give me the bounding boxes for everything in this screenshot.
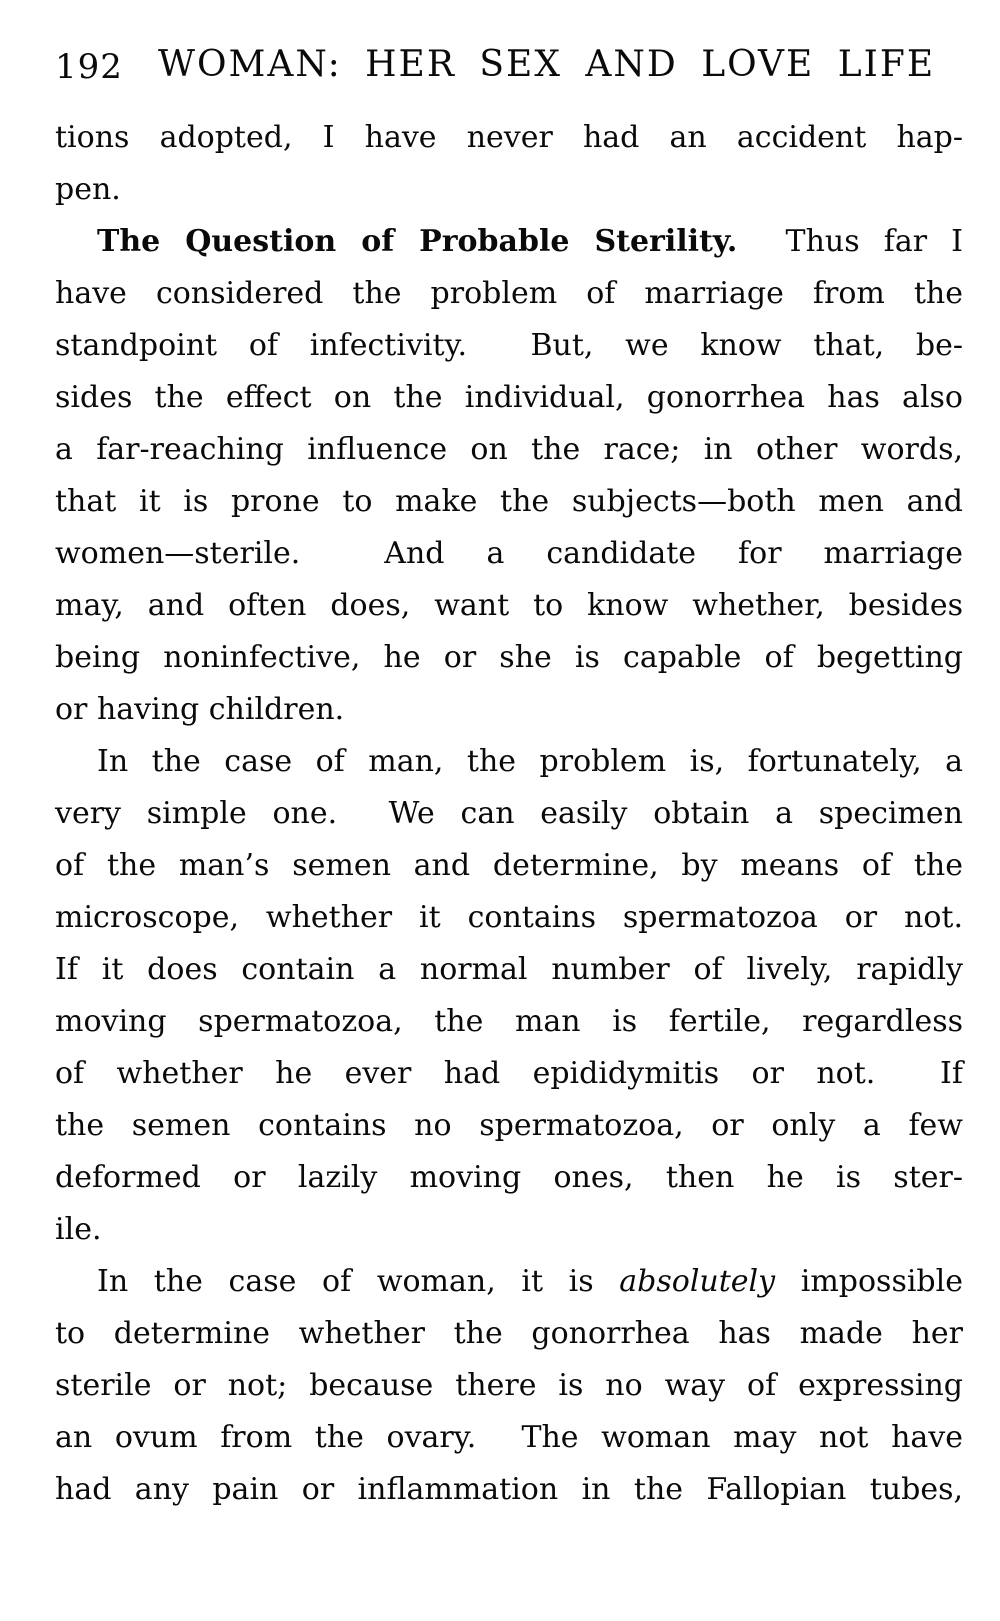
- text-line: [55, 164, 963, 216]
- text-run: sides the effect on the individual, gonorrhea has also: [55, 380, 963, 415]
- text-line: [55, 840, 963, 892]
- text-run: an ovum from the ovary. The woman may not have: [55, 1420, 963, 1455]
- text-line: [55, 684, 963, 736]
- text-line: [55, 476, 963, 528]
- text-line: [55, 736, 963, 788]
- text-line: [55, 1100, 963, 1152]
- text-line: [55, 1360, 963, 1412]
- text-run: standpoint of infectivity. But, we know that, be-: [55, 328, 963, 363]
- text-line: [55, 632, 963, 684]
- text-line: [55, 216, 963, 268]
- text-line: [55, 372, 963, 424]
- text-line: [55, 944, 963, 996]
- text-run: In the case of man, the problem is, fortunately, a: [97, 744, 963, 779]
- text-run: or having children.: [55, 692, 345, 727]
- text-run: that it is prone to make the subjects—both men and: [55, 484, 963, 519]
- text-run: the semen contains no spermatozoa, or only a few: [55, 1108, 963, 1143]
- text-line: [55, 892, 963, 944]
- text-run: microscope, whether it contains spermatozoa or not.: [55, 900, 963, 935]
- text-run: moving spermatozoa, the man is fertile, regardless: [55, 1004, 963, 1039]
- text-run: had any pain or inflammation in the Fallopian tubes,: [55, 1472, 963, 1507]
- text-run: Thus far I: [737, 224, 963, 259]
- text-line: [55, 1256, 963, 1308]
- text-run: to determine whether the gonorrhea has made her: [55, 1316, 963, 1351]
- text-line: [55, 1152, 963, 1204]
- text-line: [55, 788, 963, 840]
- text-line: [55, 528, 963, 580]
- text-run: pen.: [55, 172, 121, 207]
- text-line: [55, 1412, 963, 1464]
- text-run: If it does contain a normal number of lively, rapidly: [55, 952, 963, 987]
- italic-run: absolutely: [619, 1264, 776, 1299]
- text-run: may, and often does, want to know whether, besides: [55, 588, 963, 623]
- running-title: WOMAN: HER SEX AND LOVE LIFE: [158, 44, 936, 85]
- page-number: 192: [55, 47, 123, 87]
- text-line: [55, 1464, 963, 1516]
- text-line: [55, 1204, 963, 1256]
- text-run: of whether he ever had epididymitis or not. If: [55, 1056, 963, 1091]
- text-line: [55, 268, 963, 320]
- page-body: [55, 112, 963, 1516]
- text-run: tions adopted, I have never had an accident hap-: [55, 120, 963, 155]
- text-run: women—sterile. And a candidate for marriage: [55, 536, 963, 571]
- bold-run: The Question of Probable Sterility.: [97, 224, 738, 259]
- text-run: ile.: [55, 1212, 102, 1247]
- text-run: impossible: [775, 1264, 963, 1299]
- text-run: have considered the problem of marriage from the: [55, 276, 963, 311]
- text-run: sterile or not; because there is no way of expressing: [55, 1368, 963, 1403]
- text-run: deformed or lazily moving ones, then he is ster-: [55, 1160, 963, 1195]
- page-header: [55, 44, 963, 88]
- text-line: [55, 996, 963, 1048]
- text-line: [55, 424, 963, 476]
- text-run: very simple one. We can easily obtain a specimen: [55, 796, 963, 831]
- text-line: [55, 112, 963, 164]
- text-line: [55, 1048, 963, 1100]
- text-run: a far-reaching influence on the race; in other words,: [55, 432, 963, 467]
- text-run: In the case of woman, it is: [97, 1264, 620, 1299]
- text-line: [55, 320, 963, 372]
- text-run: being noninfective, he or she is capable of begetting: [55, 640, 963, 675]
- text-line: [55, 580, 963, 632]
- text-run: of the man’s semen and determine, by means of the: [55, 848, 963, 883]
- text-line: [55, 1308, 963, 1360]
